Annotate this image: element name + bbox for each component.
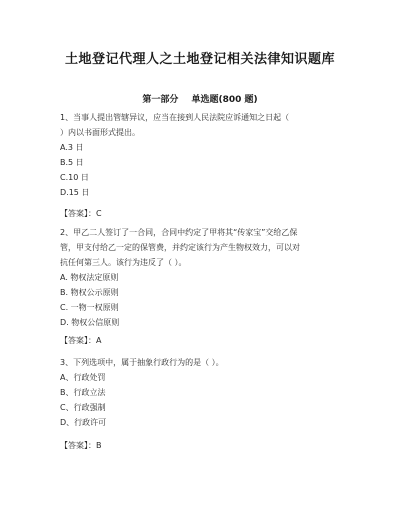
question-2 xyxy=(60,225,350,330)
document-title: 土地登记代理人之土地登记相关法律知识题库 xyxy=(64,52,335,67)
question-option: A. 物权法定原则 xyxy=(60,273,119,282)
question-option: C. 一物一权原则 xyxy=(60,303,119,312)
question-3 xyxy=(60,355,350,430)
question-option: D、行政许可 xyxy=(60,418,107,427)
question-option: D. 物权公信原则 xyxy=(60,318,120,327)
question-option: B. 物权公示原则 xyxy=(60,288,119,297)
question-stem-line: 2、甲乙二人签订了一合同，合同中约定了甲将其“传家宝”交给乙保 xyxy=(60,228,298,237)
question-option: B.5 日 xyxy=(60,158,84,167)
question-option: A.3 日 xyxy=(60,143,84,152)
question-1 xyxy=(60,110,350,200)
question-option: C、行政强制 xyxy=(60,403,106,412)
section-heading xyxy=(0,92,400,105)
answer-3: 【答案】：B xyxy=(60,441,102,450)
question-stem-line: 抗任何第三人。该行为违反了（ ）。 xyxy=(60,258,187,267)
question-stem-line: 1、当事人提出管辖异议，应当在接到人民法院应诉通知之日起（ xyxy=(60,113,290,122)
question-option: C.10 日 xyxy=(60,173,89,182)
question-stem-line: 管，甲支付给乙一定的保管费，并约定该行为产生物权效力，可以对 xyxy=(60,243,300,252)
question-option: B、行政立法 xyxy=(60,388,106,397)
question-stem-line: 3、下列选项中，属于抽象行政行为的是（ ）。 xyxy=(60,358,224,367)
question-option: A、行政处罚 xyxy=(60,373,106,382)
section-part: 第一部分 xyxy=(142,95,179,105)
answer-1: 【答案】：C xyxy=(60,209,102,218)
section-name: 单选题(800 题) xyxy=(191,95,258,105)
question-stem-line: ）内以书面形式提出。 xyxy=(60,128,140,137)
question-option: D.15 日 xyxy=(60,188,90,197)
answer-2: 【答案】：A xyxy=(60,336,102,345)
